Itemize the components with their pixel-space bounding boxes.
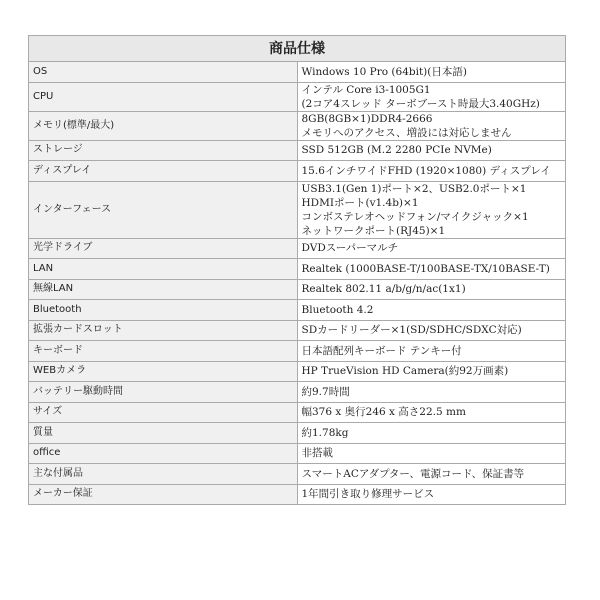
- spec-row: [29, 111, 566, 140]
- spec-value-line: 日本語配列キーボード テンキー付: [301, 344, 462, 357]
- spec-row: [29, 300, 566, 321]
- spec-label: LAN: [29, 259, 298, 280]
- spec-value-line: HDMIポート(v1.4b)×1: [301, 196, 419, 209]
- spec-value: [297, 341, 566, 362]
- spec-value-line: DVDスーパーマルチ: [301, 242, 399, 255]
- spec-table: [28, 35, 566, 505]
- spec-value: [297, 402, 566, 423]
- spec-value: [297, 423, 566, 444]
- spec-value: [297, 484, 566, 505]
- spec-value: [297, 361, 566, 382]
- spec-label: ストレージ: [29, 140, 298, 161]
- spec-label: Bluetooth: [29, 300, 298, 321]
- spec-label: バッテリー駆動時間: [29, 382, 298, 403]
- spec-value-line: Windows 10 Pro (64bit)(日本語): [301, 65, 467, 78]
- spec-label: キーボード: [29, 341, 298, 362]
- spec-label: WEBカメラ: [29, 361, 298, 382]
- spec-row: [29, 443, 566, 464]
- spec-value-line: HP TrueVision HD Camera(約92万画素): [301, 365, 509, 378]
- spec-row: [29, 341, 566, 362]
- spec-value: [297, 300, 566, 321]
- spec-row: [29, 423, 566, 444]
- spec-value: [297, 279, 566, 300]
- spec-row: [29, 161, 566, 182]
- spec-value: [297, 111, 566, 140]
- spec-value-line: 8GB(8GB×1)DDR4-2666: [301, 112, 433, 125]
- spec-value-line: Bluetooth 4.2: [301, 303, 374, 316]
- spec-label: OS: [29, 62, 298, 83]
- spec-label: インターフェース: [29, 181, 298, 238]
- spec-value-line: SSD 512GB (M.2 2280 PCIe NVMe): [301, 144, 492, 157]
- spec-title: 商品仕様: [29, 36, 566, 62]
- spec-value-line: ネットワークポート(RJ45)×1: [301, 224, 446, 237]
- spec-value-line: Realtek 802.11 a/b/g/n/ac(1x1): [301, 283, 466, 296]
- spec-value: [297, 443, 566, 464]
- spec-label: 光学ドライブ: [29, 238, 298, 259]
- spec-value: [297, 62, 566, 83]
- spec-label: office: [29, 443, 298, 464]
- spec-label: ディスプレイ: [29, 161, 298, 182]
- spec-value-line: 1年間引き取り修理サービス: [301, 488, 435, 501]
- spec-value: [297, 259, 566, 280]
- spec-value-line: 約9.7時間: [301, 385, 350, 398]
- spec-label: CPU: [29, 82, 298, 111]
- spec-row: [29, 382, 566, 403]
- spec-value: [297, 464, 566, 485]
- spec-value-line: 幅376 x 奥行246 x 高さ22.5 mm: [301, 406, 466, 419]
- spec-row: [29, 181, 566, 238]
- spec-value-line: 非搭載: [301, 447, 333, 460]
- spec-value-line: 15.6インチワイドFHD (1920×1080) ディスプレイ: [301, 164, 551, 177]
- spec-value-line: メモリへのアクセス、増設には対応しません: [301, 126, 512, 139]
- spec-value-line: スマートACアダプター、電源コード、保証書等: [301, 467, 525, 480]
- spec-row: [29, 259, 566, 280]
- spec-value: [297, 320, 566, 341]
- spec-row: [29, 464, 566, 485]
- spec-row: [29, 82, 566, 111]
- spec-value: [297, 82, 566, 111]
- spec-value-line: SDカードリーダー×1(SD/SDHC/SDXC対応): [301, 324, 522, 337]
- spec-value: [297, 161, 566, 182]
- spec-value-line: Realtek (1000BASE-T/100BASE-TX/10BASE-T): [301, 262, 550, 275]
- spec-row: [29, 279, 566, 300]
- spec-row: [29, 402, 566, 423]
- spec-row: [29, 320, 566, 341]
- spec-value: [297, 382, 566, 403]
- spec-value-line: コンボステレオヘッドフォン/マイクジャック×1: [301, 210, 529, 223]
- spec-body: [29, 62, 566, 505]
- title-row: [29, 36, 566, 62]
- spec-value-line: (2コア4スレッド ターボブースト時最大3.40GHz): [301, 97, 540, 110]
- spec-label: 主な付属品: [29, 464, 298, 485]
- spec-label: 無線LAN: [29, 279, 298, 300]
- spec-value: [297, 181, 566, 238]
- spec-value: [297, 140, 566, 161]
- spec-value-line: USB3.1(Gen 1)ポート×2、USB2.0ポート×1: [301, 182, 527, 195]
- spec-row: [29, 361, 566, 382]
- spec-label: メーカー保証: [29, 484, 298, 505]
- spec-value-line: 約1.78kg: [301, 426, 349, 439]
- spec-label: 質量: [29, 423, 298, 444]
- spec-label: 拡張カードスロット: [29, 320, 298, 341]
- spec-row: [29, 238, 566, 259]
- spec-value-line: インテル Core i3-1005G1: [301, 83, 431, 96]
- spec-label: メモリ(標準/最大): [29, 111, 298, 140]
- spec-label: サイズ: [29, 402, 298, 423]
- spec-row: [29, 62, 566, 83]
- spec-value: [297, 238, 566, 259]
- spec-row: [29, 484, 566, 505]
- spec-row: [29, 140, 566, 161]
